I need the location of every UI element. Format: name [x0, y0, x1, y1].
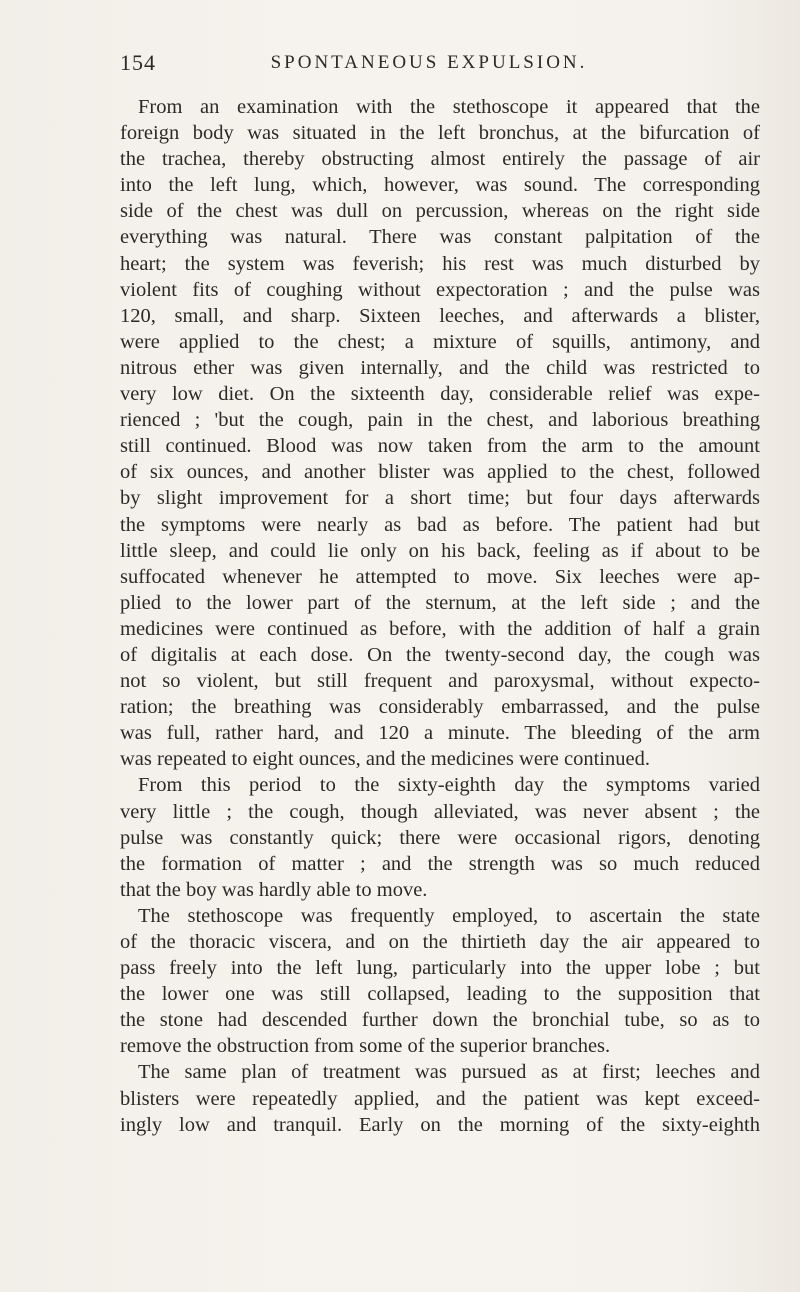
text-line: plied to the lower part of the sternum, at the left side ; and the: [120, 591, 760, 614]
text-line: of six ounces, and another blister was applied to the chest, followed: [120, 461, 760, 484]
text-line: The same plan of treatment was pursued as at first; leeches and: [138, 1061, 760, 1084]
text-line: nitrous ether was given internally, and the child was restricted to: [120, 356, 760, 379]
text-line: medicines were continued as before, with the addition of half a grain: [120, 617, 760, 640]
text-line: violent fits of coughing without expectoration ; and the pulse was: [120, 278, 760, 301]
body-text: [120, 94, 760, 1138]
text-line: the trachea, thereby obstructing almost entirely the passage of air: [120, 148, 760, 171]
text-line: suffocated whenever he attempted to move. Six leeches were ap-: [120, 565, 760, 588]
text-line: rienced ; 'but the cough, pain in the chest, and laborious breathing: [120, 409, 760, 432]
text-line: were applied to the chest; a mixture of squills, antimony, and: [120, 330, 760, 353]
text-line: foreign body was situated in the left bronchus, at the bifurcation of: [120, 122, 760, 145]
text-line: that the boy was hardly able to move.: [120, 878, 428, 901]
text-line: the lower one was still collapsed, leading to the supposition that: [120, 983, 760, 1006]
text-line: of the thoracic viscera, and on the thirtieth day the air appeared to: [120, 931, 760, 953]
text-line: very low diet. On the sixteenth day, considerable relief was expe-: [120, 383, 760, 406]
running-head: [120, 50, 738, 80]
page-number: 154: [120, 50, 156, 75]
text-line: remove the obstruction from some of the superior branches.: [120, 1035, 611, 1058]
text-line: the formation of matter ; and the strength was so much reduced: [120, 852, 760, 875]
text-line: ingly low and tranquil. Early on the morning of the sixty-eighth: [120, 1113, 760, 1136]
text-line: 120, small, and sharp. Sixteen leeches, and afterwards a blister,: [120, 304, 760, 327]
text-line: ration; the breathing was considerably embarrassed, and the pulse: [120, 696, 760, 719]
text-line: From this period to the sixty-eighth day the symptoms varied: [138, 774, 760, 797]
text-line: pass freely into the left lung, particularly into the upper lobe ; but: [120, 957, 760, 980]
text-line: heart; the system was feverish; his rest was much disturbed by: [120, 252, 760, 275]
text-line: pulse was constantly quick; there were occasional rigors, denoting: [120, 826, 760, 849]
text-line: blisters were repeatedly applied, and the patient was kept exceed-: [120, 1087, 760, 1110]
text-line: The stethoscope was frequently employed, to ascertain the state: [138, 904, 760, 927]
text-line: was repeated to eight ounces, and the medicines were continued.: [120, 748, 650, 771]
text-line: very little ; the cough, though alleviated, was never absent ; the: [120, 800, 760, 823]
text-line: the stone had descended further down the bronchial tube, so as to: [120, 1009, 760, 1032]
text-line: was full, rather hard, and 120 a minute. The bleeding of the arm: [120, 722, 760, 745]
text-line: side of the chest was dull on percussion, whereas on the right side: [120, 200, 760, 223]
running-head-title: SPONTANEOUS EXPULSION.: [270, 52, 588, 73]
text-line: not so violent, but still frequent and paroxysmal, without expecto-: [120, 670, 760, 693]
text-line: everything was natural. There was constant palpitation of the: [120, 226, 760, 249]
text-line: by slight improvement for a short time; but four days afterwards: [120, 487, 760, 510]
text-line: the symptoms were nearly as bad as before. The patient had but: [120, 513, 760, 536]
text-line: still continued. Blood was now taken from the arm to the amount: [120, 435, 760, 458]
text-line: into the left lung, which, however, was sound. The corresponding: [120, 174, 760, 197]
text-line: of digitalis at each dose. On the twenty-second day, the cough was: [120, 643, 760, 666]
text-line: From an examination with the stethoscope it appeared that the: [138, 96, 760, 118]
text-line: little sleep, and could lie only on his back, feeling as if about to be: [120, 539, 760, 562]
